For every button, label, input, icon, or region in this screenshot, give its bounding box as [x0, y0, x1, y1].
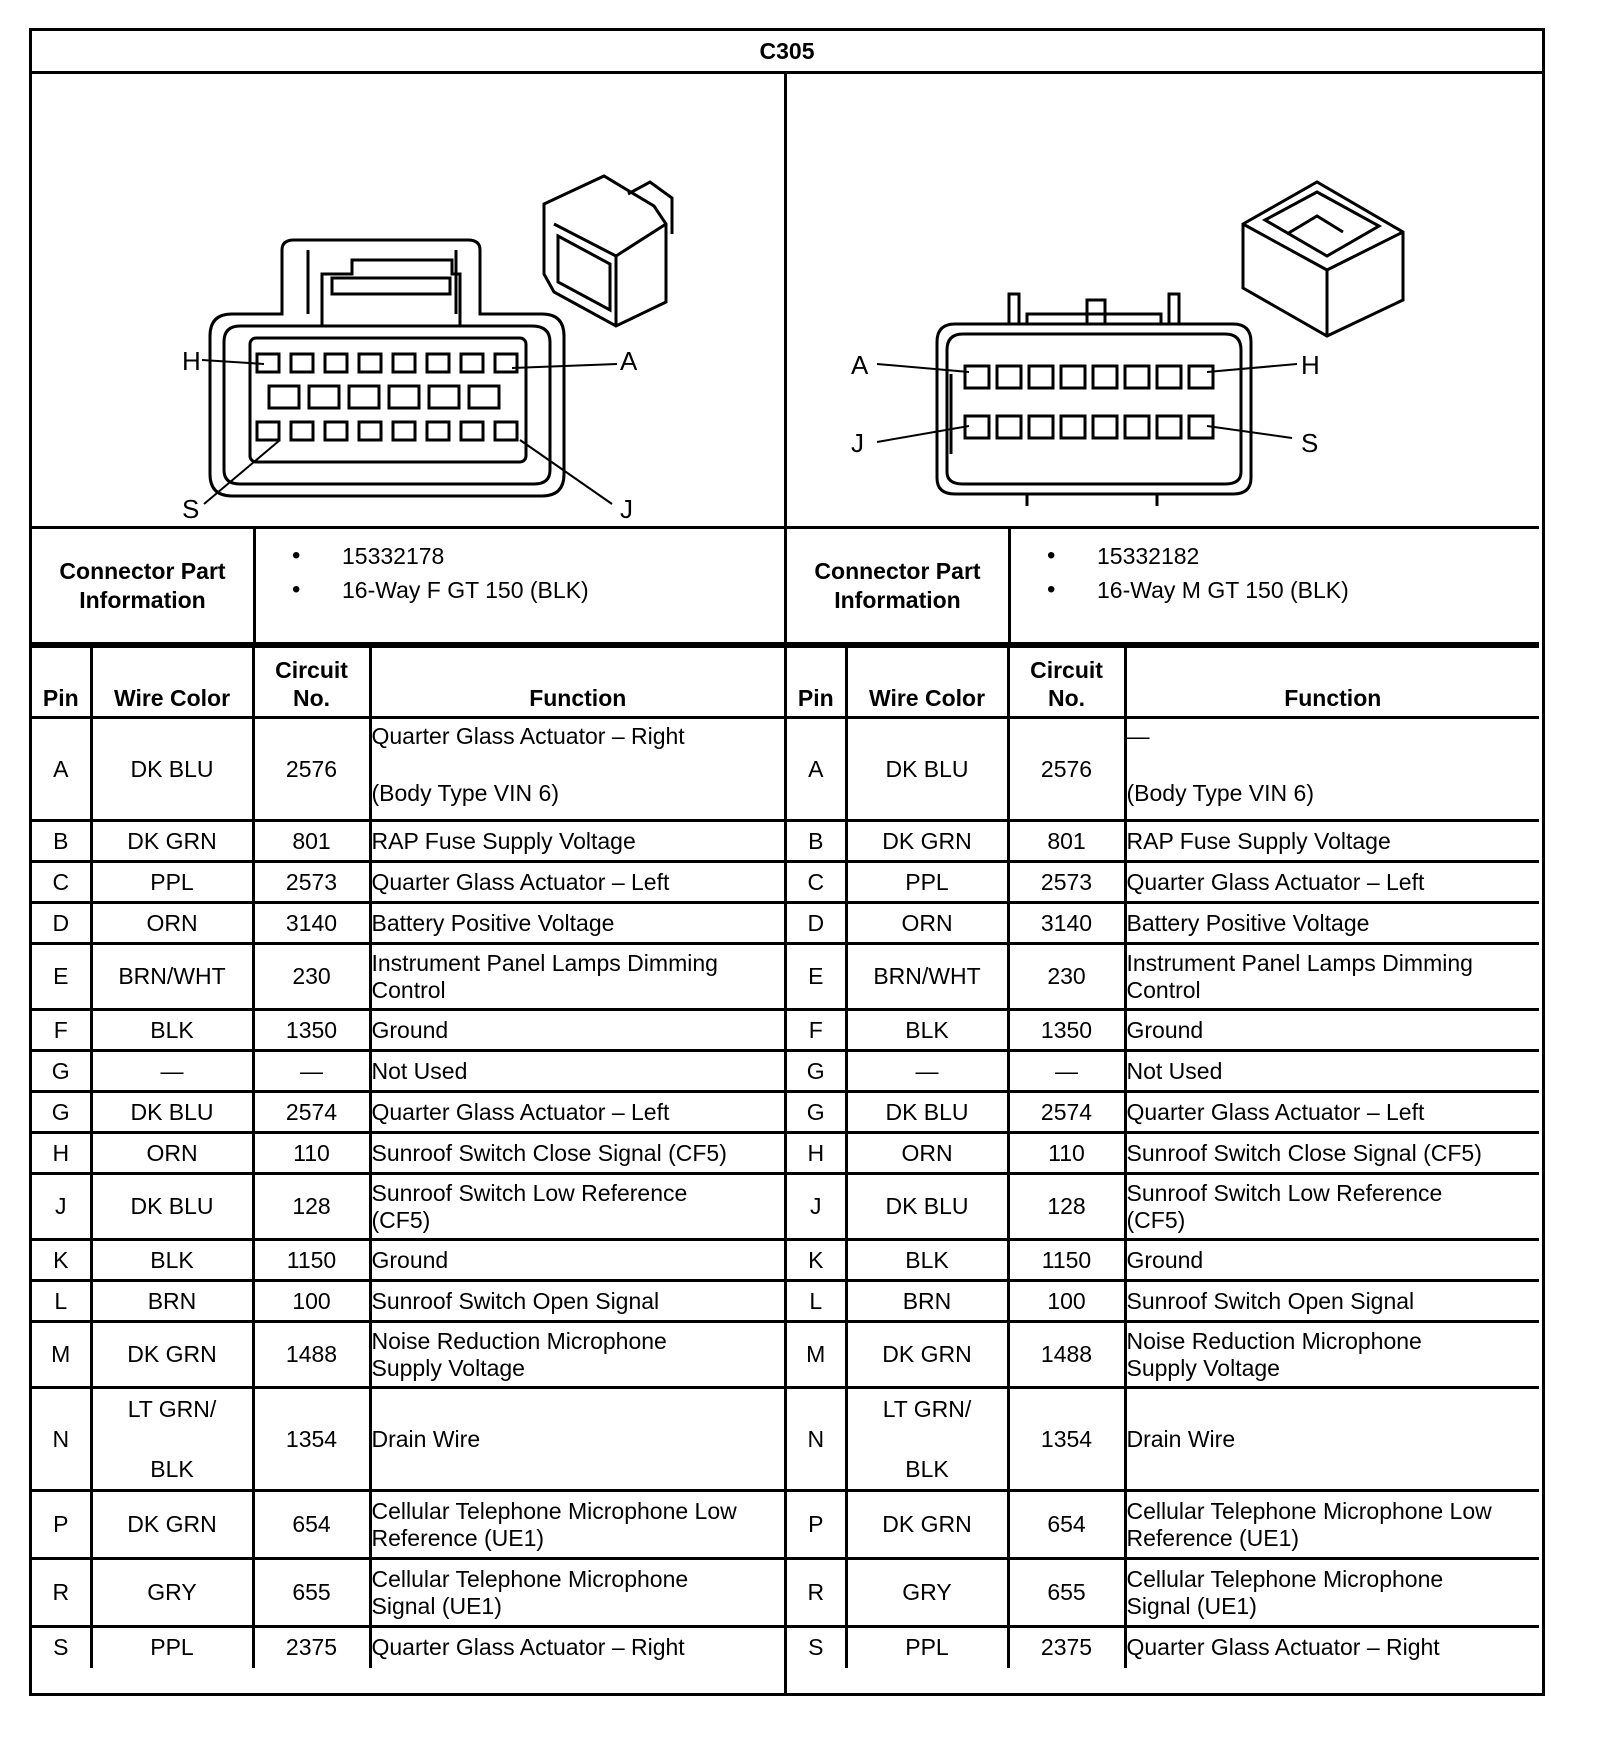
function-cell: Drain Wire — [370, 1388, 784, 1491]
table-row — [787, 1627, 1539, 1668]
female-pin-table — [32, 645, 784, 1668]
function-cell: Sunroof Switch Close Signal (CF5) — [370, 1133, 784, 1174]
wire-color-cell: DK GRN — [91, 821, 253, 862]
circuit-cell: 1354 — [1008, 1388, 1125, 1491]
table-row — [32, 1133, 784, 1174]
wire-color-cell: DK GRN — [846, 1322, 1008, 1388]
header-wire-color: Wire Color — [91, 647, 253, 718]
function-cell: Quarter Glass Actuator – Right — [370, 1627, 784, 1668]
function-cell: Sunroof Switch Open Signal — [370, 1281, 784, 1322]
wire-color-cell: DK GRN — [846, 1491, 1008, 1559]
circuit-cell: — — [1008, 1051, 1125, 1092]
connector-sheet — [29, 28, 1545, 1696]
female-part-description: • 16-Way F GT 150 (BLK) — [292, 575, 589, 609]
header-row — [787, 647, 1539, 718]
circuit-cell: 1350 — [1008, 1010, 1125, 1051]
wire-color-cell: GRY — [91, 1559, 253, 1627]
male-part-info — [787, 529, 1539, 645]
function-cell: Cellular Telephone Microphone Low Reference (UE1) — [1125, 1491, 1539, 1559]
function-cell: Quarter Glass Actuator – Right (Body Type VIN 6) — [370, 718, 784, 821]
circuit-cell: 1350 — [253, 1010, 370, 1051]
table-row — [787, 1092, 1539, 1133]
pin-cell: B — [32, 821, 91, 862]
header-wire-color: Wire Color — [846, 647, 1008, 718]
header-function: Function — [1125, 647, 1539, 718]
wire-color-cell: DK GRN — [91, 1322, 253, 1388]
male-callout-top-right: H — [1301, 350, 1320, 380]
wire-color-cell: PPL — [91, 1627, 253, 1668]
wire-color-cell: DK BLU — [846, 718, 1008, 821]
table-row — [787, 944, 1539, 1010]
wire-color-cell: ORN — [91, 903, 253, 944]
pin-cell: C — [32, 862, 91, 903]
circuit-cell: — — [253, 1051, 370, 1092]
pin-cell: S — [787, 1627, 846, 1668]
header-row — [32, 647, 784, 718]
pin-cell: H — [787, 1133, 846, 1174]
table-row — [32, 1174, 784, 1240]
circuit-cell: 655 — [1008, 1559, 1125, 1627]
pin-cell: J — [787, 1174, 846, 1240]
pin-cell: G — [32, 1051, 91, 1092]
header-pin: Pin — [32, 647, 91, 718]
table-row — [32, 1281, 784, 1322]
circuit-cell: 110 — [1008, 1133, 1125, 1174]
male-pin-table — [787, 645, 1539, 1668]
female-connector-iso — [544, 176, 672, 326]
wire-color-cell: BLK — [846, 1240, 1008, 1281]
wire-color-cell: BRN — [91, 1281, 253, 1322]
female-callout-top-left: H — [182, 346, 201, 376]
wire-color-cell: — — [91, 1051, 253, 1092]
circuit-cell: 2375 — [253, 1627, 370, 1668]
circuit-cell: 2573 — [253, 862, 370, 903]
connector-female-diagram — [32, 74, 784, 529]
table-row — [787, 1174, 1539, 1240]
function-cell: Noise Reduction Microphone Supply Voltage — [370, 1322, 784, 1388]
table-row — [32, 944, 784, 1010]
table-row — [32, 862, 784, 903]
male-callout-bottom-left: J — [851, 428, 864, 458]
pin-cell: D — [787, 903, 846, 944]
circuit-cell: 110 — [253, 1133, 370, 1174]
wire-color-cell: BRN/WHT — [91, 944, 253, 1010]
table-row — [787, 1491, 1539, 1559]
table-row — [787, 1240, 1539, 1281]
function-cell: Quarter Glass Actuator – Left — [370, 862, 784, 903]
function-cell: Quarter Glass Actuator – Left — [1125, 862, 1539, 903]
table-row — [787, 1322, 1539, 1388]
pin-cell: C — [787, 862, 846, 903]
circuit-cell: 3140 — [1008, 903, 1125, 944]
table-row — [787, 1010, 1539, 1051]
table-row — [32, 821, 784, 862]
function-cell: Cellular Telephone Microphone Signal (UE1) — [1125, 1559, 1539, 1627]
wire-color-cell: DK BLU — [91, 718, 253, 821]
function-cell: Ground — [1125, 1240, 1539, 1281]
header-function: Function — [370, 647, 784, 718]
circuit-cell: 2576 — [253, 718, 370, 821]
function-cell: Ground — [370, 1010, 784, 1051]
pin-cell: J — [32, 1174, 91, 1240]
female-callout-bottom-right: J — [620, 494, 633, 524]
wire-color-cell: DK BLU — [846, 1092, 1008, 1133]
table-row — [32, 1010, 784, 1051]
function-cell: Noise Reduction Microphone Supply Voltage — [1125, 1322, 1539, 1388]
function-cell: Cellular Telephone Microphone Low Reference (UE1) — [370, 1491, 784, 1559]
wire-color-cell: BLK — [91, 1010, 253, 1051]
pin-cell: K — [32, 1240, 91, 1281]
function-cell: Not Used — [1125, 1051, 1539, 1092]
pin-cell: A — [32, 718, 91, 821]
pin-cell: M — [787, 1322, 846, 1388]
pin-cell: B — [787, 821, 846, 862]
table-row — [32, 1491, 784, 1559]
pin-cell: D — [32, 903, 91, 944]
circuit-cell: 801 — [1008, 821, 1125, 862]
circuit-cell: 2574 — [1008, 1092, 1125, 1133]
function-cell: Sunroof Switch Open Signal — [1125, 1281, 1539, 1322]
function-cell: Ground — [370, 1240, 784, 1281]
pin-cell: H — [32, 1133, 91, 1174]
pin-cell: P — [32, 1491, 91, 1559]
male-connector-face — [787, 74, 1539, 526]
function-cell: Quarter Glass Actuator – Left — [370, 1092, 784, 1133]
wire-color-cell: ORN — [846, 903, 1008, 944]
function-cell: Quarter Glass Actuator – Left — [1125, 1092, 1539, 1133]
table-row — [787, 1388, 1539, 1491]
wire-color-cell: LT GRN/ BLK — [846, 1388, 1008, 1491]
pin-cell: N — [787, 1388, 846, 1491]
function-cell: Ground — [1125, 1010, 1539, 1051]
female-callout-top-right: A — [620, 346, 638, 376]
male-callout-bottom-right: S — [1301, 428, 1319, 458]
table-row — [787, 1133, 1539, 1174]
table-row — [32, 903, 784, 944]
table-row — [32, 1240, 784, 1281]
table-row — [787, 903, 1539, 944]
female-callout-bottom-left: S — [182, 494, 200, 524]
pin-cell: G — [787, 1051, 846, 1092]
table-row — [787, 821, 1539, 862]
wire-color-cell: GRY — [846, 1559, 1008, 1627]
circuit-cell: 3140 — [253, 903, 370, 944]
female-part-info-list — [292, 541, 589, 609]
circuit-cell: 128 — [1008, 1174, 1125, 1240]
circuit-cell: 1150 — [253, 1240, 370, 1281]
function-cell: Quarter Glass Actuator – Right — [1125, 1627, 1539, 1668]
pin-cell: P — [787, 1491, 846, 1559]
circuit-cell: 100 — [1008, 1281, 1125, 1322]
function-cell: Battery Positive Voltage — [370, 903, 784, 944]
function-cell: Drain Wire — [1125, 1388, 1539, 1491]
circuit-cell: 2574 — [253, 1092, 370, 1133]
circuit-cell: 655 — [253, 1559, 370, 1627]
male-part-number: • 15332182 — [1047, 541, 1349, 575]
pin-cell: N — [32, 1388, 91, 1491]
circuit-cell: 1150 — [1008, 1240, 1125, 1281]
circuit-cell: 100 — [253, 1281, 370, 1322]
connector-male-panel — [787, 74, 1542, 1693]
pin-cell: M — [32, 1322, 91, 1388]
wire-color-cell: BRN — [846, 1281, 1008, 1322]
male-part-info-label: Connector Part Information — [787, 529, 1011, 642]
connector-title: C305 — [32, 31, 1542, 74]
table-row — [32, 1388, 784, 1491]
pin-cell: E — [32, 944, 91, 1010]
table-row — [787, 718, 1539, 821]
function-cell: Battery Positive Voltage — [1125, 903, 1539, 944]
circuit-cell: 128 — [253, 1174, 370, 1240]
table-row — [32, 1092, 784, 1133]
circuit-cell: 1488 — [1008, 1322, 1125, 1388]
circuit-cell: 1354 — [253, 1388, 370, 1491]
male-part-info-list — [1047, 541, 1349, 609]
wire-color-cell: — — [846, 1051, 1008, 1092]
pin-cell: L — [32, 1281, 91, 1322]
wire-color-cell: DK GRN — [846, 821, 1008, 862]
table-row — [787, 1281, 1539, 1322]
wire-color-cell: BLK — [846, 1010, 1008, 1051]
wire-color-cell: DK GRN — [91, 1491, 253, 1559]
male-pin-cavities — [965, 366, 1213, 438]
male-connector-iso — [1243, 182, 1403, 336]
table-row — [787, 862, 1539, 903]
wire-color-cell: DK BLU — [846, 1174, 1008, 1240]
pin-cell: G — [32, 1092, 91, 1133]
circuit-cell: 230 — [1008, 944, 1125, 1010]
function-cell: RAP Fuse Supply Voltage — [370, 821, 784, 862]
pin-cell: F — [32, 1010, 91, 1051]
header-pin: Pin — [787, 647, 846, 718]
function-cell: — (Body Type VIN 6) — [1125, 718, 1539, 821]
circuit-cell: 801 — [253, 821, 370, 862]
function-cell: Instrument Panel Lamps Dimming Control — [370, 944, 784, 1010]
function-cell: Sunroof Switch Close Signal (CF5) — [1125, 1133, 1539, 1174]
function-cell: Cellular Telephone Microphone Signal (UE1) — [370, 1559, 784, 1627]
female-part-info — [32, 529, 784, 645]
pin-cell: K — [787, 1240, 846, 1281]
wire-color-cell: DK BLU — [91, 1174, 253, 1240]
function-cell: Sunroof Switch Low Reference (CF5) — [370, 1174, 784, 1240]
wire-color-cell: ORN — [846, 1133, 1008, 1174]
table-row — [32, 718, 784, 821]
wire-color-cell: PPL — [846, 1627, 1008, 1668]
header-circuit-no: Circuit No. — [1008, 647, 1125, 718]
male-callout-top-left: A — [851, 350, 869, 380]
function-cell: Not Used — [370, 1051, 784, 1092]
wire-color-cell: PPL — [846, 862, 1008, 903]
pin-cell: E — [787, 944, 846, 1010]
circuit-cell: 2576 — [1008, 718, 1125, 821]
wire-color-cell: LT GRN/ BLK — [91, 1388, 253, 1491]
female-pin-cavities — [257, 354, 517, 440]
table-row — [787, 1559, 1539, 1627]
pin-cell: G — [787, 1092, 846, 1133]
female-part-info-label: Connector Part Information — [32, 529, 256, 642]
table-row — [32, 1051, 784, 1092]
female-connector-face — [32, 74, 784, 526]
function-cell: RAP Fuse Supply Voltage — [1125, 821, 1539, 862]
female-part-number: • 15332178 — [292, 541, 589, 575]
connector-female-panel — [32, 74, 787, 1693]
pin-cell: A — [787, 718, 846, 821]
circuit-cell: 654 — [1008, 1491, 1125, 1559]
wire-color-cell: BRN/WHT — [846, 944, 1008, 1010]
table-row — [787, 1051, 1539, 1092]
function-cell: Instrument Panel Lamps Dimming Control — [1125, 944, 1539, 1010]
header-circuit-no: Circuit No. — [253, 647, 370, 718]
wire-color-cell: BLK — [91, 1240, 253, 1281]
circuit-cell: 2375 — [1008, 1627, 1125, 1668]
circuit-cell: 1488 — [253, 1322, 370, 1388]
male-part-description: • 16-Way M GT 150 (BLK) — [1047, 575, 1349, 609]
pin-cell: F — [787, 1010, 846, 1051]
pin-cell: L — [787, 1281, 846, 1322]
pin-cell: R — [787, 1559, 846, 1627]
circuit-cell: 230 — [253, 944, 370, 1010]
wire-color-cell: ORN — [91, 1133, 253, 1174]
table-row — [32, 1627, 784, 1668]
pin-cell: R — [32, 1559, 91, 1627]
wire-color-cell: DK BLU — [91, 1092, 253, 1133]
wire-color-cell: PPL — [91, 862, 253, 903]
table-row — [32, 1559, 784, 1627]
circuit-cell: 2573 — [1008, 862, 1125, 903]
table-row — [32, 1322, 784, 1388]
function-cell: Sunroof Switch Low Reference (CF5) — [1125, 1174, 1539, 1240]
circuit-cell: 654 — [253, 1491, 370, 1559]
connector-male-diagram — [787, 74, 1539, 529]
pin-cell: S — [32, 1627, 91, 1668]
